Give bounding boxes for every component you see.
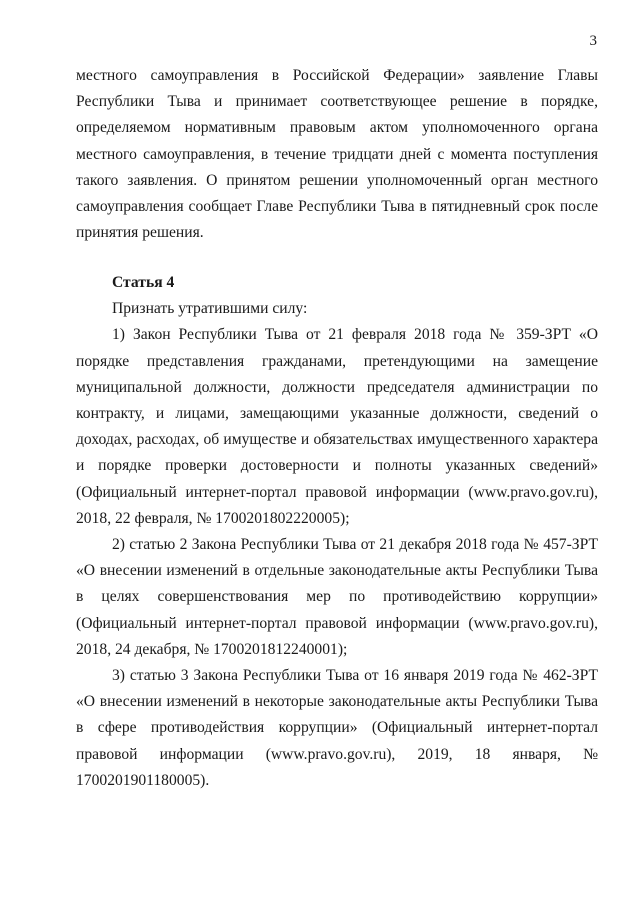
article-item-2: 2) статью 2 Закона Республики Тыва от 21 декабря 2018 года № 457-ЗРТ «О внесении изменений в отдельные законодательные акты Республики Тыва в целях совершенствования мер по противодействию коррупции» (Официальный интернет-портал правовой информации (www.pravo.gov.ru), 2018, 24 декабря, № 1700201812240001); — [76, 536, 598, 658]
article-item-3: 3) статью 3 Закона Республики Тыва от 16 января 2019 года № 462-ЗРТ «О внесении изменений в некоторые законодательные акты Республики Тыва в сфере противодействия коррупции» (Официальный интернет-портал правовой информации (www.pravo.gov.ru), 2019, 18 января, № 1700201901180005). — [76, 667, 598, 789]
page-number: 3 — [589, 33, 597, 49]
intro-section — [76, 63, 598, 246]
article-section — [76, 270, 598, 794]
intro-paragraph: местного самоуправления в Российской Федерации» заявление Главы Республики Тыва и принимает соответствующее решение в порядке, определяемом нормативным правовым актом уполномоченного органа местного самоуправления, в течение тридцати дней с момента поступления такого заявления. О принятом решении уполномоченный орган местного самоуправления сообщает Главе Республики Тыва в пятидневный срок после принятия решения. — [76, 67, 598, 242]
article-title: Статья 4 — [112, 274, 175, 291]
article-lead: Признать утратившими силу: — [112, 300, 308, 318]
article-item-1: 1) Закон Республики Тыва от 21 февраля 2018 года № 359-ЗРТ «О порядке представления гражданами, претендующими на замещение муниципальной должности, должности председателя администрации по контракту, и лицами, замещающими указанные должности, сведений о доходах, расходах, об имуществе и обязательствах имущественного характера и порядке проверки достоверности и полноты указанных сведений» (Официальный интернет-портал правовой информации (www.pravo.gov.ru), 2018, 22 февраля, № 1700201802220005); — [76, 326, 598, 527]
